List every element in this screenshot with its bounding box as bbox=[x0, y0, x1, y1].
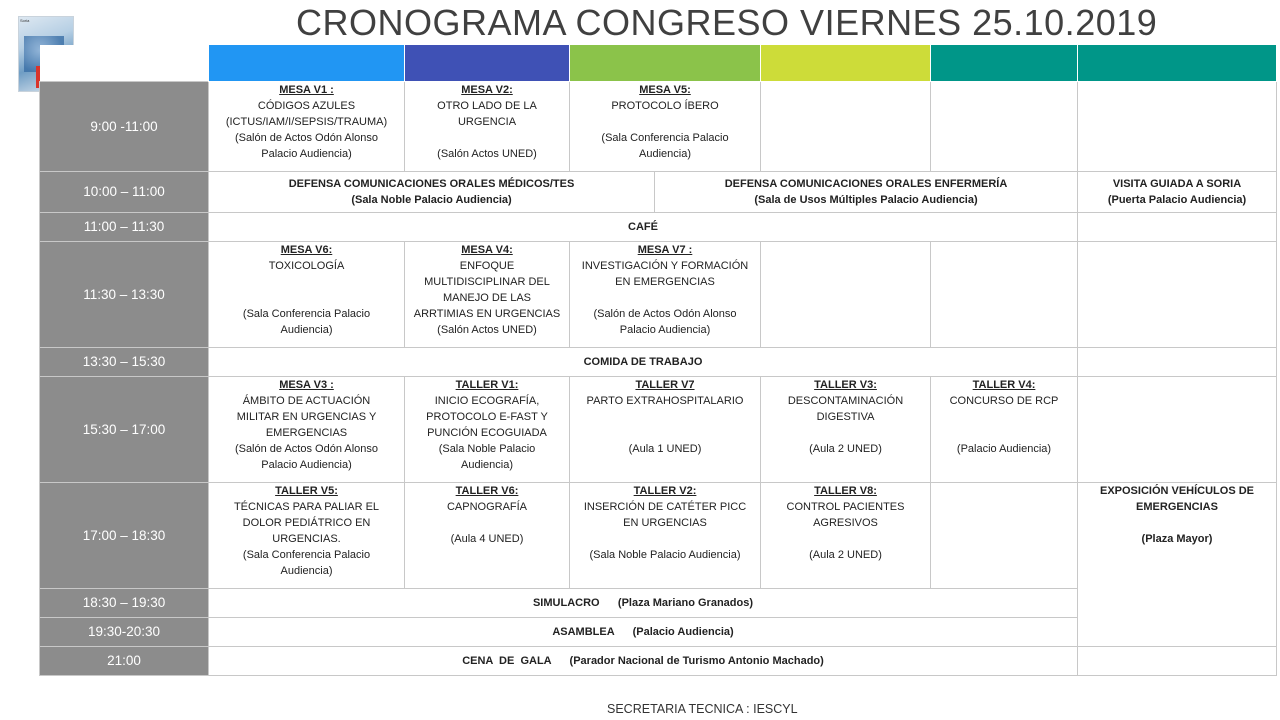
session-cell: TALLER V1: INICIO ECOGRAFÍA, PROTOCOLO E-FAST Y PUNCIÓN ECOGUIADA (Sala Noble Palacio Audiencia) bbox=[405, 377, 570, 483]
empty-cell bbox=[931, 242, 1078, 348]
header-bar-1 bbox=[209, 45, 405, 82]
time-slot: 9:00 -11:00 bbox=[40, 82, 209, 172]
page-title: CRONOGRAMA CONGRESO VIERNES 25.10.2019 bbox=[296, 2, 1158, 43]
empty-cell bbox=[931, 483, 1078, 589]
break-cell: COMIDA DE TRABAJO bbox=[209, 348, 1078, 377]
schedule-row bbox=[40, 172, 1277, 213]
empty-cell bbox=[1078, 348, 1277, 377]
schedule-row bbox=[40, 377, 1277, 483]
schedule-row bbox=[40, 82, 1277, 172]
logo-text: Soria bbox=[20, 18, 30, 23]
header-bar-3 bbox=[570, 45, 761, 82]
empty-cell bbox=[1078, 82, 1277, 172]
empty-cell bbox=[761, 242, 931, 348]
time-slot: 17:00 – 18:30 bbox=[40, 483, 209, 589]
empty-cell bbox=[1078, 213, 1277, 242]
session-cell: MESA V1 : CÓDIGOS AZULES (ICTUS/IAM/I/SEPSIS/TRAUMA) (Salón de Actos Odón Alonso Palacio Audiencia) bbox=[209, 82, 405, 172]
session-cell: TALLER V4: CONCURSO DE RCP (Palacio Audiencia) bbox=[931, 377, 1078, 483]
event-cell: SIMULACRO (Plaza Mariano Granados) bbox=[209, 589, 1078, 618]
empty-cell bbox=[1078, 377, 1277, 483]
session-cell: EXPOSICIÓN VEHÍCULOS DE EMERGENCIAS (Plaza Mayor) bbox=[1078, 483, 1277, 647]
break-cell: CAFÉ bbox=[209, 213, 1078, 242]
session-cell: MESA V6: TOXICOLOGÍA (Sala Conferencia Palacio Audiencia) bbox=[209, 242, 405, 348]
header-row bbox=[40, 45, 1277, 82]
time-slot: 10:00 – 11:00 bbox=[40, 172, 209, 213]
session-cell: MESA V2: OTRO LADO DE LA URGENCIA (Salón Actos UNED) bbox=[405, 82, 570, 172]
session-cell: TALLER V3: DESCONTAMINACIÓN DIGESTIVA (Aula 2 UNED) bbox=[761, 377, 931, 483]
schedule-table bbox=[39, 44, 1277, 676]
session-cell: DEFENSA COMUNICACIONES ORALES MÉDICOS/TES (Sala Noble Palacio Audiencia) bbox=[209, 172, 655, 213]
session-cell: TALLER V6: CAPNOGRAFÍA (Aula 4 UNED) bbox=[405, 483, 570, 589]
session-cell: TALLER V2: INSERCIÓN DE CATÉTER PICC EN URGENCIAS (Sala Noble Palacio Audiencia) bbox=[570, 483, 761, 589]
session-cell: MESA V3 : ÁMBITO DE ACTUACIÓN MILITAR EN URGENCIAS Y EMERGENCIAS (Salón de Actos Odón Alonso Palacio Audiencia) bbox=[209, 377, 405, 483]
schedule-row bbox=[40, 647, 1277, 676]
time-slot: 18:30 – 19:30 bbox=[40, 589, 209, 618]
event-cell: CENA DE GALA (Parador Nacional de Turismo Antonio Machado) bbox=[209, 647, 1078, 676]
session-cell: MESA V7 : INVESTIGACIÓN Y FORMACIÓN EN EMERGENCIAS (Salón de Actos Odón Alonso Palacio Audiencia) bbox=[570, 242, 761, 348]
time-slot: 13:30 – 15:30 bbox=[40, 348, 209, 377]
session-cell: DEFENSA COMUNICACIONES ORALES ENFERMERÍA (Sala de Usos Múltiples Palacio Audiencia) bbox=[655, 172, 1078, 213]
session-cell: TALLER V5: TÉCNICAS PARA PALIAR EL DOLOR PEDIÁTRICO EN URGENCIAS. (Sala Conferencia Palacio Audiencia) bbox=[209, 483, 405, 589]
header-bar-6 bbox=[1078, 45, 1277, 82]
empty-cell bbox=[1078, 242, 1277, 348]
time-slot: 11:00 – 11:30 bbox=[40, 213, 209, 242]
header-bar-4 bbox=[761, 45, 931, 82]
header-bar-2 bbox=[405, 45, 570, 82]
session-cell: TALLER V8: CONTROL PACIENTES AGRESIVOS (Aula 2 UNED) bbox=[761, 483, 931, 589]
empty-cell bbox=[761, 82, 931, 172]
schedule-row bbox=[40, 242, 1277, 348]
schedule-row bbox=[40, 483, 1277, 589]
time-slot: 19:30-20:30 bbox=[40, 618, 209, 647]
time-slot: 15:30 – 17:00 bbox=[40, 377, 209, 483]
header-corner bbox=[40, 45, 209, 82]
time-slot: 21:00 bbox=[40, 647, 209, 676]
session-cell: TALLER V7 PARTO EXTRAHOSPITALARIO (Aula 1 UNED) bbox=[570, 377, 761, 483]
time-slot: 11:30 – 13:30 bbox=[40, 242, 209, 348]
schedule-row bbox=[40, 348, 1277, 377]
session-cell: MESA V5: PROTOCOLO ÍBERO (Sala Conferencia Palacio Audiencia) bbox=[570, 82, 761, 172]
header-bar-5 bbox=[931, 45, 1078, 82]
session-cell: VISITA GUIADA A SORIA (Puerta Palacio Audiencia) bbox=[1078, 172, 1277, 213]
footer-text: SECRETARIA TECNICA : IESCYL bbox=[607, 702, 798, 716]
empty-cell bbox=[1078, 647, 1277, 676]
event-cell: ASAMBLEA (Palacio Audiencia) bbox=[209, 618, 1078, 647]
schedule-row bbox=[40, 213, 1277, 242]
empty-cell bbox=[931, 82, 1078, 172]
session-cell: MESA V4: ENFOQUE MULTIDISCIPLINAR DEL MANEJO DE LAS ARRTIMIAS EN URGENCIAS (Salón Actos UNED) bbox=[405, 242, 570, 348]
